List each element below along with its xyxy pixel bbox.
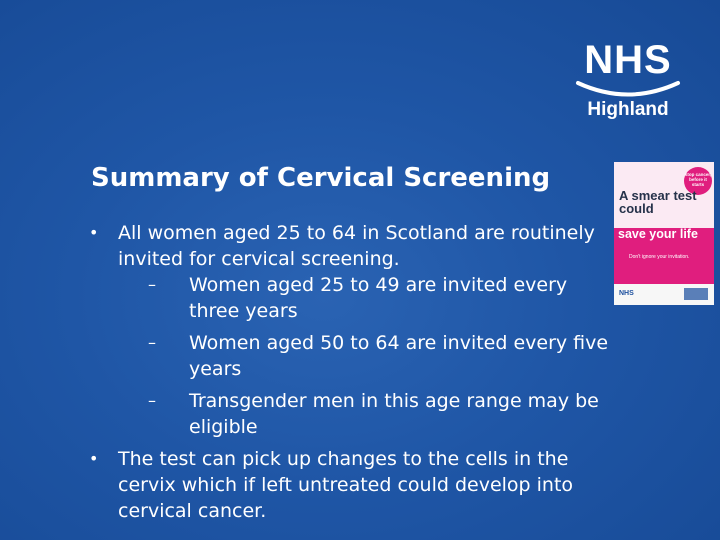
poster-band-text: save your life: [618, 227, 698, 241]
poster-footer: [614, 284, 714, 305]
bullet-icon: •: [89, 449, 99, 468]
swoosh-icon: [575, 80, 681, 100]
bullet-text: All women aged 25 to 64 in Scotland are routinely invited for cervical screening.: [118, 222, 595, 270]
sub-bullet-item: [148, 388, 610, 440]
bullet-content: [90, 220, 610, 529]
bullet-item: [90, 220, 610, 440]
dash-icon: –: [148, 275, 156, 294]
smear-test-poster: [614, 162, 714, 305]
sub-bullet-text: Women aged 50 to 64 are invited every five years: [189, 332, 609, 380]
nhs-region-text: Highland: [587, 99, 669, 120]
poster-brand-logo: [684, 288, 708, 300]
sub-bullet-text: Women aged 25 to 49 are invited every three years: [189, 274, 568, 322]
sub-bullet-list: [118, 272, 610, 440]
poster-headline: A smear test could: [619, 188, 697, 216]
dash-icon: –: [148, 333, 156, 352]
nhs-highland-logo: [572, 40, 684, 120]
poster-nhs-logo: NHS: [619, 290, 634, 297]
bullet-icon: •: [89, 223, 99, 242]
poster-subtext: Don't ignore your invitation.: [629, 254, 690, 260]
bullet-text: The test can pick up changes to the cells in the cervix which if left untreated could develop into cervical cancer.: [118, 448, 574, 522]
dash-icon: –: [148, 391, 156, 410]
sub-bullet-item: [148, 330, 610, 382]
sub-bullet-item: [148, 272, 610, 324]
bullet-list: [90, 220, 610, 524]
bullet-item: [90, 446, 610, 524]
sub-bullet-text: Transgender men in this age range may be eligible: [189, 390, 599, 438]
slide-title: Summary of Cervical Screening: [91, 163, 551, 193]
poster-bubble: stop cancer, before it starts: [684, 167, 712, 195]
nhs-logo-text: NHS: [584, 38, 672, 82]
